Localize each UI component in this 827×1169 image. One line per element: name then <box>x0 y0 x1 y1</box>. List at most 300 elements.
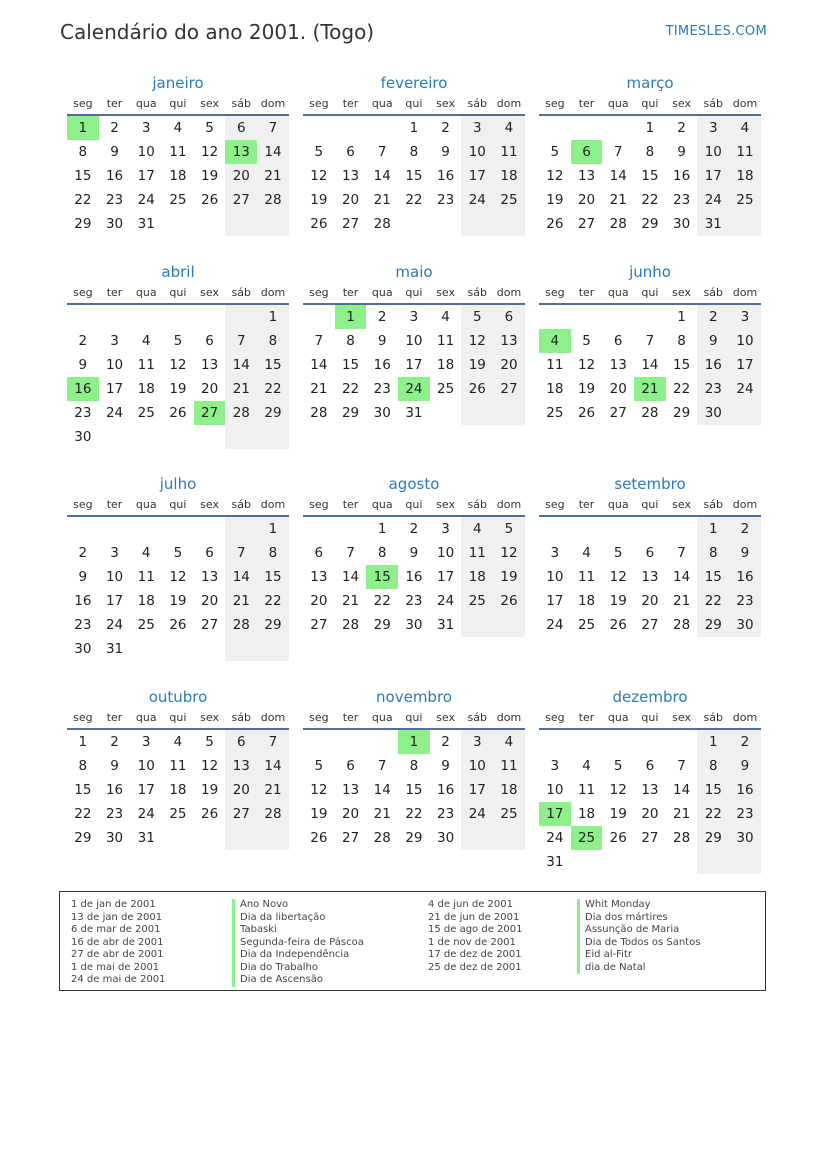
day-cell[interactable]: 28 <box>641 405 659 421</box>
day-cell[interactable]: 30 <box>105 216 124 232</box>
day-cell[interactable]: 3 <box>141 120 151 136</box>
day-cell[interactable]: 31 <box>137 216 155 232</box>
day-cell[interactable]: 27 <box>641 617 659 633</box>
day-cell[interactable]: 4 <box>441 309 450 325</box>
day-cell[interactable]: 21 <box>373 192 391 208</box>
day-cell[interactable]: 21 <box>673 806 691 822</box>
day-cell[interactable]: 6 <box>571 140 603 164</box>
day-cell[interactable]: 5 <box>493 517 525 541</box>
day-cell[interactable]: 27 <box>201 617 219 633</box>
day-cell[interactable]: 31 <box>137 830 155 846</box>
day-cell[interactable]: 15 <box>405 168 423 184</box>
day-cell[interactable]: 8 <box>377 545 387 561</box>
day-cell[interactable]: 30 <box>729 613 761 637</box>
day-cell[interactable]: 5 <box>205 120 214 136</box>
day-cell[interactable]: 11 <box>577 782 596 798</box>
day-cell[interactable]: 26 <box>201 192 219 208</box>
day-cell[interactable]: 11 <box>577 569 596 585</box>
day-cell[interactable]: 12 <box>201 144 219 160</box>
day-cell[interactable]: 19 <box>201 168 219 184</box>
day-cell[interactable]: 9 <box>729 754 761 778</box>
day-cell[interactable]: 22 <box>373 593 391 609</box>
day-cell[interactable]: 15 <box>341 357 360 373</box>
day-cell[interactable]: 25 <box>571 826 603 850</box>
day-cell[interactable]: 7 <box>645 333 655 349</box>
day-cell[interactable]: 27 <box>341 216 360 232</box>
day-cell[interactable]: 22 <box>74 192 92 208</box>
day-cell[interactable]: 2 <box>78 545 88 561</box>
day-cell[interactable]: 3 <box>461 730 493 754</box>
day-cell[interactable]: 22 <box>405 192 423 208</box>
day-cell[interactable]: 1 <box>67 116 99 140</box>
day-cell[interactable]: 28 <box>225 401 257 425</box>
day-cell[interactable]: 23 <box>105 806 124 822</box>
day-cell[interactable]: 9 <box>110 758 119 774</box>
day-cell[interactable]: 28 <box>257 802 289 826</box>
day-cell[interactable]: 29 <box>341 405 360 421</box>
day-cell[interactable]: 3 <box>550 758 560 774</box>
day-cell[interactable]: 6 <box>205 545 214 561</box>
day-cell[interactable]: 16 <box>697 353 729 377</box>
day-cell[interactable]: 7 <box>257 730 289 754</box>
day-cell[interactable]: 24 <box>398 377 430 401</box>
day-cell[interactable]: 24 <box>546 617 564 633</box>
day-cell[interactable]: 14 <box>673 569 691 585</box>
day-cell[interactable]: 19 <box>546 192 564 208</box>
day-cell[interactable]: 30 <box>405 617 423 633</box>
day-cell[interactable]: 28 <box>310 405 328 421</box>
day-cell[interactable]: 8 <box>257 329 289 353</box>
day-cell[interactable]: 22 <box>673 381 691 397</box>
day-cell[interactable]: 6 <box>225 730 257 754</box>
day-cell[interactable]: 1 <box>335 305 367 329</box>
day-cell[interactable]: 14 <box>225 565 257 589</box>
day-cell[interactable]: 27 <box>577 216 596 232</box>
day-cell[interactable]: 25 <box>577 617 596 633</box>
day-cell[interactable]: 1 <box>257 305 289 329</box>
day-cell[interactable]: 14 <box>641 357 659 373</box>
day-cell[interactable]: 17 <box>137 168 155 184</box>
day-cell[interactable]: 29 <box>697 826 729 850</box>
day-cell[interactable]: 15 <box>74 782 92 798</box>
day-cell[interactable]: 16 <box>405 569 423 585</box>
day-cell[interactable]: 28 <box>673 617 691 633</box>
day-cell[interactable]: 3 <box>110 545 119 561</box>
day-cell[interactable]: 5 <box>314 144 324 160</box>
day-cell[interactable]: 3 <box>441 521 450 537</box>
day-cell[interactable]: 20 <box>609 381 627 397</box>
day-cell[interactable]: 15 <box>641 168 659 184</box>
day-cell[interactable]: 18 <box>437 357 455 373</box>
day-cell[interactable]: 1 <box>78 734 88 750</box>
day-cell[interactable]: 5 <box>582 333 591 349</box>
day-cell[interactable]: 17 <box>437 569 455 585</box>
day-cell[interactable]: 17 <box>546 593 564 609</box>
day-cell[interactable]: 13 <box>201 357 219 373</box>
day-cell[interactable]: 17 <box>405 357 423 373</box>
day-cell[interactable]: 12 <box>609 782 627 798</box>
day-cell[interactable]: 29 <box>257 401 289 425</box>
day-cell[interactable]: 20 <box>341 192 360 208</box>
day-cell[interactable]: 8 <box>257 541 289 565</box>
day-cell[interactable]: 24 <box>105 617 124 633</box>
day-cell[interactable]: 6 <box>225 116 257 140</box>
day-cell[interactable]: 15 <box>257 565 289 589</box>
day-cell[interactable]: 15 <box>405 782 423 798</box>
day-cell[interactable]: 31 <box>546 854 564 870</box>
day-cell[interactable]: 29 <box>373 617 391 633</box>
day-cell[interactable]: 18 <box>169 782 187 798</box>
day-cell[interactable]: 4 <box>173 120 183 136</box>
day-cell[interactable]: 11 <box>137 569 155 585</box>
day-cell[interactable]: 17 <box>105 593 124 609</box>
day-cell[interactable]: 19 <box>461 353 493 377</box>
day-cell[interactable]: 18 <box>493 778 525 802</box>
day-cell[interactable]: 21 <box>341 593 360 609</box>
day-cell[interactable]: 7 <box>677 758 686 774</box>
day-cell[interactable]: 13 <box>609 357 627 373</box>
day-cell[interactable]: 20 <box>341 806 360 822</box>
day-cell[interactable]: 26 <box>609 617 627 633</box>
day-cell[interactable]: 10 <box>437 545 455 561</box>
day-cell[interactable]: 9 <box>441 144 450 160</box>
day-cell[interactable]: 3 <box>110 333 119 349</box>
day-cell[interactable]: 4 <box>582 545 591 561</box>
day-cell[interactable]: 24 <box>437 593 455 609</box>
day-cell[interactable]: 11 <box>493 754 525 778</box>
day-cell[interactable]: 26 <box>169 405 187 421</box>
day-cell[interactable]: 14 <box>373 168 391 184</box>
day-cell[interactable]: 25 <box>437 381 455 397</box>
day-cell[interactable]: 11 <box>169 758 187 774</box>
day-cell[interactable]: 17 <box>461 778 493 802</box>
day-cell[interactable]: 28 <box>341 617 360 633</box>
day-cell[interactable]: 12 <box>577 357 596 373</box>
day-cell[interactable]: 23 <box>729 802 761 826</box>
day-cell[interactable]: 9 <box>377 333 387 349</box>
day-cell[interactable]: 13 <box>225 754 257 778</box>
day-cell[interactable]: 22 <box>341 381 360 397</box>
day-cell[interactable]: 14 <box>257 140 289 164</box>
day-cell[interactable]: 4 <box>461 517 493 541</box>
day-cell[interactable]: 27 <box>310 617 328 633</box>
day-cell[interactable]: 1 <box>697 517 729 541</box>
day-cell[interactable]: 14 <box>609 168 627 184</box>
day-cell[interactable]: 2 <box>697 305 729 329</box>
day-cell[interactable]: 3 <box>550 545 560 561</box>
day-cell[interactable]: 13 <box>341 782 360 798</box>
day-cell[interactable]: 20 <box>310 593 328 609</box>
day-cell[interactable]: 25 <box>546 405 564 421</box>
day-cell[interactable]: 10 <box>105 569 124 585</box>
day-cell[interactable]: 10 <box>105 357 124 373</box>
day-cell[interactable]: 27 <box>493 377 525 401</box>
day-cell[interactable]: 25 <box>461 589 493 613</box>
day-cell[interactable]: 16 <box>105 168 124 184</box>
day-cell[interactable]: 8 <box>78 144 88 160</box>
day-cell[interactable]: 5 <box>314 758 324 774</box>
day-cell[interactable]: 22 <box>257 589 289 613</box>
day-cell[interactable]: 11 <box>729 140 761 164</box>
day-cell[interactable]: 20 <box>577 192 596 208</box>
day-cell[interactable]: 12 <box>493 541 525 565</box>
day-cell[interactable]: 22 <box>697 802 729 826</box>
day-cell[interactable]: 20 <box>641 593 659 609</box>
day-cell[interactable]: 17 <box>539 802 571 826</box>
day-cell[interactable]: 29 <box>257 613 289 637</box>
day-cell[interactable]: 14 <box>373 782 391 798</box>
day-cell[interactable]: 7 <box>613 144 623 160</box>
day-cell[interactable]: 15 <box>257 353 289 377</box>
day-cell[interactable]: 24 <box>697 188 729 212</box>
day-cell[interactable]: 20 <box>641 806 659 822</box>
day-cell[interactable]: 23 <box>405 593 423 609</box>
day-cell[interactable]: 20 <box>225 164 257 188</box>
day-cell[interactable]: 1 <box>257 517 289 541</box>
day-cell[interactable]: 2 <box>729 517 761 541</box>
day-cell[interactable]: 23 <box>697 377 729 401</box>
day-cell[interactable]: 21 <box>225 377 257 401</box>
day-cell[interactable]: 6 <box>346 144 355 160</box>
day-cell[interactable]: 5 <box>613 758 623 774</box>
day-cell[interactable]: 21 <box>257 778 289 802</box>
day-cell[interactable]: 4 <box>493 730 525 754</box>
day-cell[interactable]: 5 <box>173 545 183 561</box>
day-cell[interactable]: 9 <box>78 569 88 585</box>
day-cell[interactable]: 20 <box>201 381 219 397</box>
day-cell[interactable]: 29 <box>697 613 729 637</box>
day-cell[interactable]: 6 <box>205 333 214 349</box>
day-cell[interactable]: 24 <box>105 405 124 421</box>
day-cell[interactable]: 15 <box>697 778 729 802</box>
day-cell[interactable]: 21 <box>257 164 289 188</box>
day-cell[interactable]: 3 <box>729 305 761 329</box>
day-cell[interactable]: 8 <box>677 333 686 349</box>
day-cell[interactable]: 26 <box>546 216 564 232</box>
day-cell[interactable]: 12 <box>201 758 219 774</box>
day-cell[interactable]: 8 <box>346 333 355 349</box>
day-cell[interactable]: 10 <box>697 140 729 164</box>
day-cell[interactable]: 1 <box>645 120 655 136</box>
day-cell[interactable]: 2 <box>409 521 419 537</box>
day-cell[interactable]: 10 <box>461 754 493 778</box>
day-cell[interactable]: 16 <box>437 168 455 184</box>
day-cell[interactable]: 27 <box>641 830 659 846</box>
day-cell[interactable]: 25 <box>169 192 187 208</box>
day-cell[interactable]: 13 <box>641 782 659 798</box>
day-cell[interactable]: 11 <box>461 541 493 565</box>
day-cell[interactable]: 30 <box>437 830 455 846</box>
day-cell[interactable]: 7 <box>377 144 387 160</box>
day-cell[interactable]: 16 <box>437 782 455 798</box>
day-cell[interactable]: 31 <box>437 617 455 633</box>
day-cell[interactable]: 24 <box>461 188 493 212</box>
day-cell[interactable]: 6 <box>645 758 655 774</box>
day-cell[interactable]: 12 <box>461 329 493 353</box>
day-cell[interactable]: 10 <box>137 144 155 160</box>
day-cell[interactable]: 16 <box>729 778 761 802</box>
day-cell[interactable]: 2 <box>677 120 686 136</box>
day-cell[interactable]: 15 <box>366 565 398 589</box>
day-cell[interactable]: 4 <box>539 329 571 353</box>
day-cell[interactable]: 12 <box>310 168 328 184</box>
day-cell[interactable]: 21 <box>634 377 666 401</box>
day-cell[interactable]: 9 <box>677 144 686 160</box>
day-cell[interactable]: 6 <box>346 758 355 774</box>
day-cell[interactable]: 12 <box>169 357 187 373</box>
day-cell[interactable]: 24 <box>461 802 493 826</box>
day-cell[interactable]: 3 <box>697 116 729 140</box>
day-cell[interactable]: 30 <box>105 830 124 846</box>
day-cell[interactable]: 13 <box>641 569 659 585</box>
day-cell[interactable]: 7 <box>377 758 387 774</box>
day-cell[interactable]: 28 <box>373 830 391 846</box>
day-cell[interactable]: 17 <box>461 164 493 188</box>
day-cell[interactable]: 31 <box>697 212 729 236</box>
day-cell[interactable]: 28 <box>609 216 627 232</box>
day-cell[interactable]: 27 <box>341 830 360 846</box>
day-cell[interactable]: 4 <box>173 734 183 750</box>
day-cell[interactable]: 14 <box>341 569 360 585</box>
day-cell[interactable]: 28 <box>373 216 391 232</box>
day-cell[interactable]: 10 <box>729 329 761 353</box>
day-cell[interactable]: 14 <box>225 353 257 377</box>
day-cell[interactable]: 7 <box>225 329 257 353</box>
day-cell[interactable]: 22 <box>257 377 289 401</box>
day-cell[interactable]: 25 <box>137 617 155 633</box>
day-cell[interactable]: 12 <box>169 569 187 585</box>
day-cell[interactable]: 19 <box>493 565 525 589</box>
day-cell[interactable]: 30 <box>673 216 691 232</box>
day-cell[interactable]: 30 <box>373 405 391 421</box>
day-cell[interactable]: 22 <box>641 192 659 208</box>
day-cell[interactable]: 2 <box>78 333 88 349</box>
day-cell[interactable]: 10 <box>405 333 423 349</box>
day-cell[interactable]: 23 <box>105 192 124 208</box>
day-cell[interactable]: 16 <box>673 168 691 184</box>
day-cell[interactable]: 7 <box>314 333 324 349</box>
day-cell[interactable]: 24 <box>729 377 761 401</box>
day-cell[interactable]: 19 <box>169 381 187 397</box>
day-cell[interactable]: 13 <box>577 168 596 184</box>
day-cell[interactable]: 27 <box>225 802 257 826</box>
day-cell[interactable]: 15 <box>697 565 729 589</box>
day-cell[interactable]: 16 <box>67 377 99 401</box>
day-cell[interactable]: 2 <box>110 120 119 136</box>
day-cell[interactable]: 25 <box>729 188 761 212</box>
day-cell[interactable]: 6 <box>613 333 623 349</box>
day-cell[interactable]: 3 <box>409 309 419 325</box>
day-cell[interactable]: 2 <box>441 734 450 750</box>
day-cell[interactable]: 26 <box>201 806 219 822</box>
day-cell[interactable]: 21 <box>373 806 391 822</box>
day-cell[interactable]: 4 <box>582 758 591 774</box>
day-cell[interactable]: 13 <box>310 569 328 585</box>
day-cell[interactable]: 12 <box>310 782 328 798</box>
day-cell[interactable]: 6 <box>493 305 525 329</box>
day-cell[interactable]: 24 <box>546 830 564 846</box>
day-cell[interactable]: 23 <box>729 589 761 613</box>
day-cell[interactable]: 26 <box>461 377 493 401</box>
day-cell[interactable]: 16 <box>373 357 391 373</box>
day-cell[interactable]: 29 <box>641 216 659 232</box>
day-cell[interactable]: 26 <box>493 589 525 613</box>
day-cell[interactable]: 16 <box>105 782 124 798</box>
day-cell[interactable]: 18 <box>577 593 596 609</box>
day-cell[interactable]: 5 <box>173 333 183 349</box>
day-cell[interactable]: 1 <box>677 309 686 325</box>
day-cell[interactable]: 25 <box>493 188 525 212</box>
day-cell[interactable]: 29 <box>74 830 92 846</box>
day-cell[interactable]: 6 <box>314 545 324 561</box>
day-cell[interactable]: 25 <box>493 802 525 826</box>
day-cell[interactable]: 13 <box>225 140 257 164</box>
day-cell[interactable]: 13 <box>493 329 525 353</box>
day-cell[interactable]: 15 <box>74 168 92 184</box>
day-cell[interactable]: 31 <box>105 641 124 657</box>
day-cell[interactable]: 23 <box>437 806 455 822</box>
day-cell[interactable]: 22 <box>74 806 92 822</box>
day-cell[interactable]: 20 <box>201 593 219 609</box>
day-cell[interactable]: 17 <box>729 353 761 377</box>
day-cell[interactable]: 7 <box>225 541 257 565</box>
day-cell[interactable]: 23 <box>74 405 92 421</box>
day-cell[interactable]: 16 <box>729 565 761 589</box>
day-cell[interactable]: 19 <box>310 806 328 822</box>
day-cell[interactable]: 23 <box>673 192 691 208</box>
brand-logo[interactable]: TIMESLES.COM <box>665 24 767 39</box>
day-cell[interactable]: 14 <box>673 782 691 798</box>
day-cell[interactable]: 7 <box>677 545 686 561</box>
day-cell[interactable]: 4 <box>141 545 151 561</box>
day-cell[interactable]: 10 <box>546 782 564 798</box>
day-cell[interactable]: 20 <box>493 353 525 377</box>
day-cell[interactable]: 18 <box>729 164 761 188</box>
day-cell[interactable]: 27 <box>225 188 257 212</box>
day-cell[interactable]: 2 <box>441 120 450 136</box>
day-cell[interactable]: 5 <box>205 734 214 750</box>
day-cell[interactable]: 23 <box>437 192 455 208</box>
day-cell[interactable]: 9 <box>697 329 729 353</box>
day-cell[interactable]: 8 <box>697 754 729 778</box>
day-cell[interactable]: 18 <box>137 381 155 397</box>
day-cell[interactable]: 1 <box>697 730 729 754</box>
day-cell[interactable]: 4 <box>493 116 525 140</box>
day-cell[interactable]: 11 <box>437 333 455 349</box>
day-cell[interactable]: 9 <box>110 144 119 160</box>
day-cell[interactable]: 19 <box>609 593 627 609</box>
day-cell[interactable]: 11 <box>169 144 187 160</box>
day-cell[interactable]: 3 <box>141 734 151 750</box>
day-cell[interactable]: 21 <box>609 192 627 208</box>
day-cell[interactable]: 20 <box>225 778 257 802</box>
day-cell[interactable]: 5 <box>461 305 493 329</box>
day-cell[interactable]: 30 <box>697 401 729 425</box>
day-cell[interactable]: 8 <box>645 144 655 160</box>
day-cell[interactable]: 13 <box>341 168 360 184</box>
day-cell[interactable]: 19 <box>201 782 219 798</box>
day-cell[interactable]: 22 <box>405 806 423 822</box>
day-cell[interactable]: 1 <box>409 120 419 136</box>
day-cell[interactable]: 19 <box>169 593 187 609</box>
day-cell[interactable]: 18 <box>461 565 493 589</box>
day-cell[interactable]: 17 <box>105 381 124 397</box>
day-cell[interactable]: 4 <box>141 333 151 349</box>
day-cell[interactable]: 30 <box>74 429 92 445</box>
day-cell[interactable]: 8 <box>409 144 419 160</box>
day-cell[interactable]: 29 <box>74 216 92 232</box>
day-cell[interactable]: 8 <box>697 541 729 565</box>
